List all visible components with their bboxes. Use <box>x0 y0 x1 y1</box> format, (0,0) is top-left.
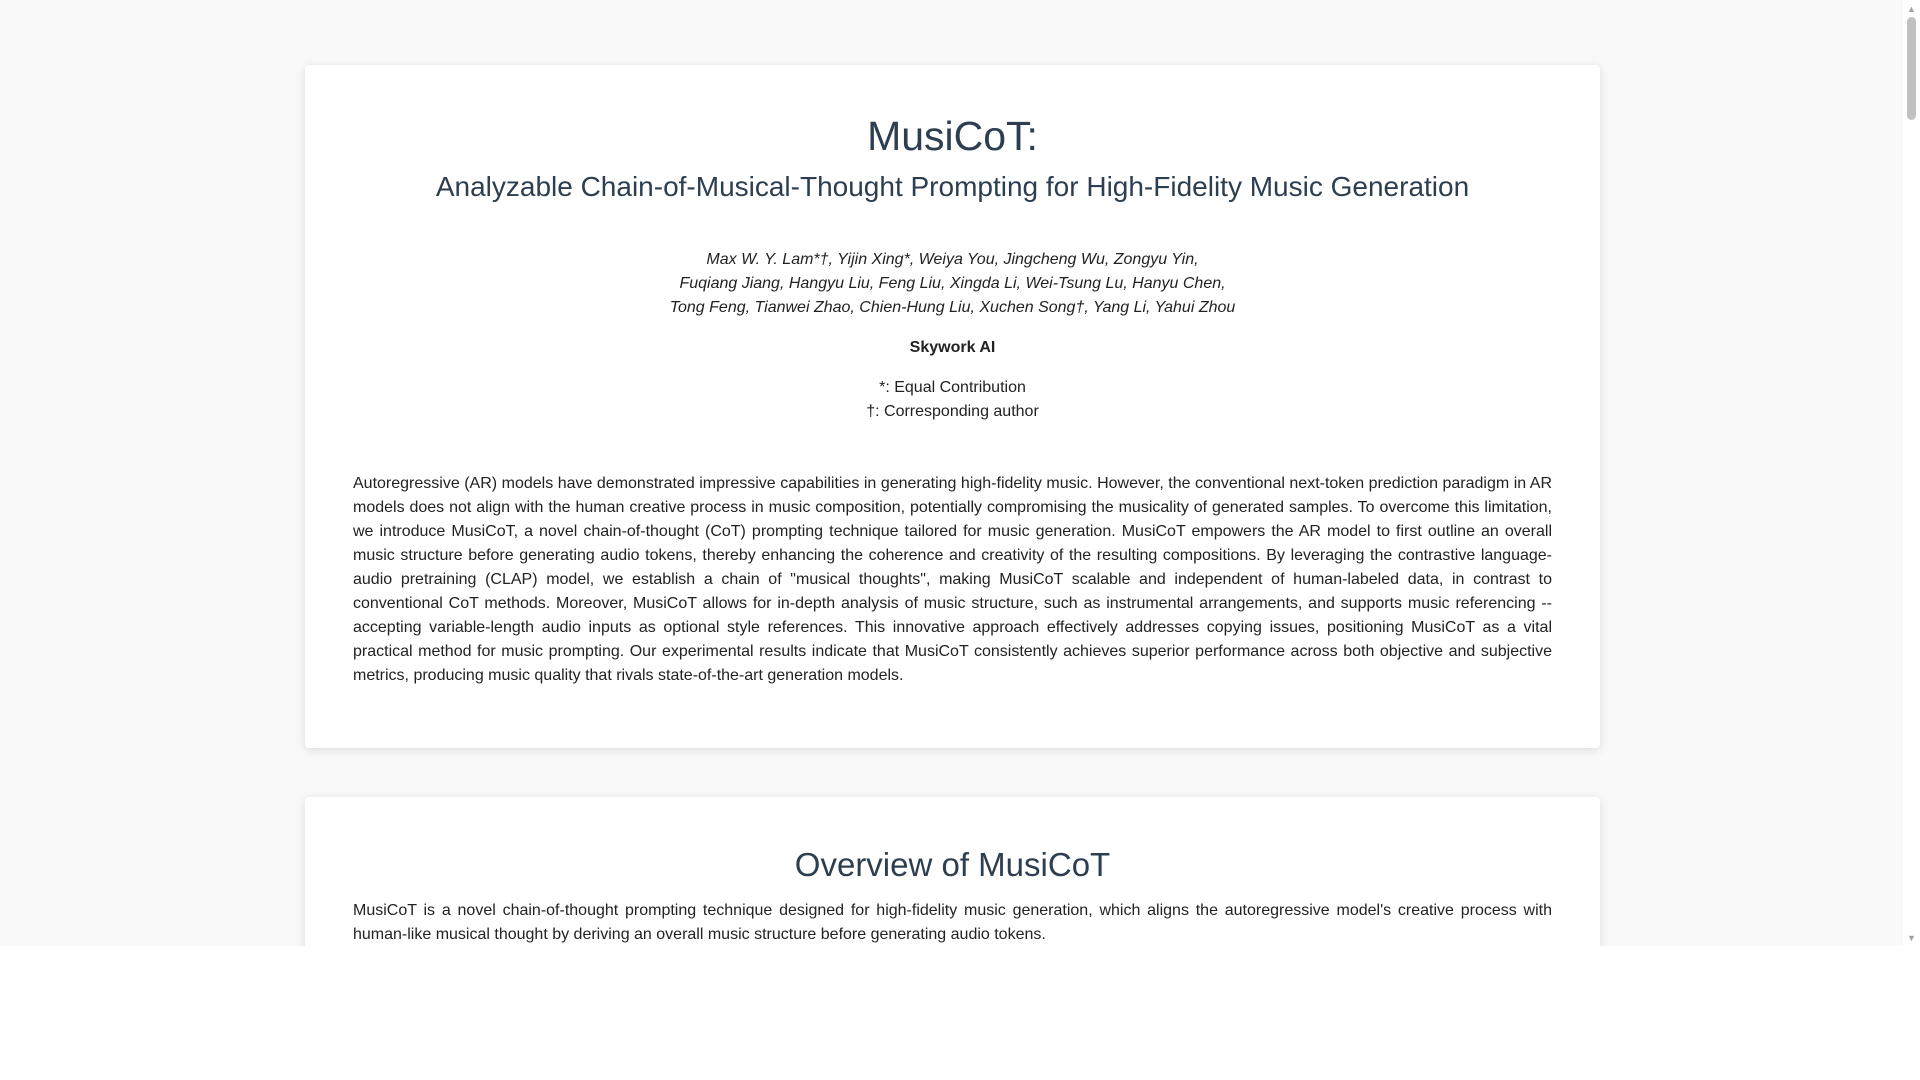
author-line: Fuqiang Jiang, Hangyu Liu, Feng Liu, Xingda Li, Wei-Tsung Lu, Hanyu Chen, <box>679 274 1226 292</box>
overview-card <box>305 797 1600 946</box>
scroll-up-arrow-icon[interactable]: ▲ <box>1907 3 1916 14</box>
author-notes <box>353 376 1552 424</box>
scroll-down-arrow-icon[interactable]: ▼ <box>1907 932 1916 943</box>
corresponding-author-note: †: Corresponding author <box>866 402 1039 420</box>
vertical-scrollbar[interactable] <box>1903 0 1920 946</box>
overview-title: Overview of MusiCoT <box>794 846 1111 883</box>
overview-text: MusiCoT is a novel chain-of-thought prompting technique designed for high-fidelity music generation, which aligns the autoregressive model's creative process with human-like musical thought by deriving an overall music structure before generating audio tokens. <box>353 901 1552 943</box>
affiliation: Skywork AI <box>909 338 996 356</box>
hero-card <box>305 65 1600 748</box>
author-line: Tong Feng, Tianwei Zhao, Chien-Hung Liu, Xuchen Song†, Yang Li, Yahui Zhou <box>669 298 1236 316</box>
author-line: Max W. Y. Lam*†, Yijin Xing*, Weiya You, Jingcheng Wu, Zongyu Yin, <box>706 250 1199 268</box>
page-subtitle: Analyzable Chain-of-Musical-Thought Prompting for High-Fidelity Music Generation <box>435 171 1470 203</box>
equal-contribution-note: *: Equal Contribution <box>879 378 1026 396</box>
abstract-text: Autoregressive (AR) models have demonstrated impressive capabilities in generating high-fidelity music. However, the conventional next-token prediction paradigm in AR models does not align with the human creative process in music composition, potentially compromising the musicality of generated samples. To overcome this limitation, we introduce MusiCoT, a novel chain-of-thought (CoT) prompting technique tailored for music generation. MusiCoT empowers the AR model to first outline an overall music structure before generating audio tokens, thereby enhancing the coherence and creativity of the resulting compositions. By leveraging the contrastive language-audio pretraining (CLAP) model, we establish a chain of "musical thoughts", making MusiCoT scalable and independent of human-labeled data, in contrast to conventional CoT methods. Moreover, MusiCoT allows for in-depth analysis of music structure, such as instrumental arrangements, and supports music referencing -- accepting variable-length audio inputs as optional style references. This innovative approach effectively addresses copying issues, positioning MusiCoT as a vital practical method for music prompting. Our experimental results indicate that MusiCoT consistently achieves superior performance across both objective and subjective metrics, producing music quality that rivals state-of-the-art generation models. <box>353 474 1552 684</box>
page-title: MusiCoT: <box>867 113 1038 159</box>
author-list <box>353 248 1552 320</box>
scroll-thumb[interactable] <box>1907 17 1916 120</box>
